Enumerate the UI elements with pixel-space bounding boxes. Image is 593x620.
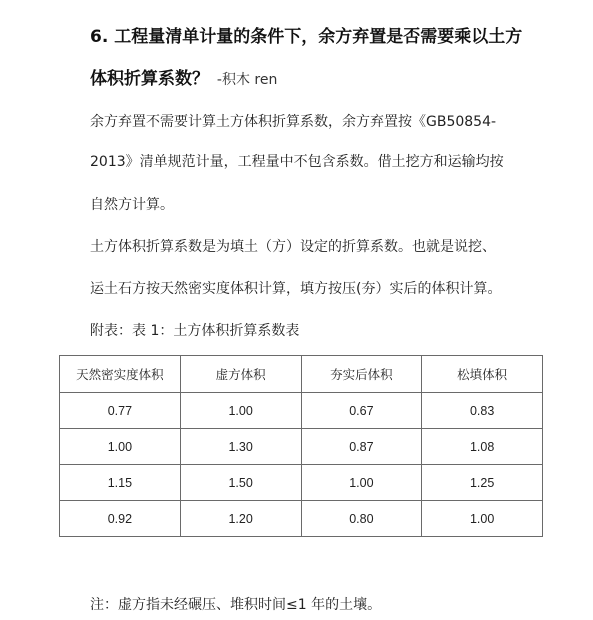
table-cell: 0.87 xyxy=(301,429,422,465)
table-row xyxy=(60,465,543,501)
table-caption: 附表：表 1：土方体积折算系数表 xyxy=(90,323,300,339)
author-tag: -积木 ren xyxy=(216,72,278,88)
table-cell: 1.00 xyxy=(301,465,422,501)
table-row xyxy=(60,429,543,465)
footnote: 注：虚方指未经碾压、堆积时间≤1 年的土壤。 xyxy=(90,597,382,613)
table-cell: 1.08 xyxy=(422,429,543,465)
question-heading-line-2 xyxy=(90,64,277,89)
table-cell: 1.00 xyxy=(422,501,543,537)
table-cell: 1.00 xyxy=(60,429,181,465)
conversion-factor-table xyxy=(59,355,543,537)
table-cell: 0.83 xyxy=(422,393,543,429)
column-header: 夯实后体积 xyxy=(301,356,422,393)
body-line-1: 余方弃置不需要计算土方体积折算系数，余方弃置按《GB50854- xyxy=(90,114,497,130)
table-row xyxy=(60,501,543,537)
column-header: 天然密实度体积 xyxy=(60,356,181,393)
table-row xyxy=(60,393,543,429)
table-cell: 0.92 xyxy=(60,501,181,537)
body-line-4: 土方体积折算系数是为填土（方）设定的折算系数。也就是说挖、 xyxy=(90,239,496,255)
table-cell: 1.15 xyxy=(60,465,181,501)
body-line-3: 自然方计算。 xyxy=(90,197,174,213)
table-cell: 1.30 xyxy=(180,429,301,465)
table-header-row xyxy=(60,356,543,393)
body-line-2: 2013》清单规范计量，工程量中不包含系数。借土挖方和运输均按 xyxy=(90,154,504,170)
body-line-5: 运土石方按天然密实度体积计算，填方按压(夯）实后的体积计算。 xyxy=(90,281,502,297)
table-cell: 1.00 xyxy=(180,393,301,429)
question-heading-line-1 xyxy=(90,22,522,47)
table-cell: 0.77 xyxy=(60,393,181,429)
table-cell: 1.50 xyxy=(180,465,301,501)
column-header: 虚方体积 xyxy=(180,356,301,393)
heading-text-2: 体积折算系数？ xyxy=(90,69,209,89)
table-cell: 1.25 xyxy=(422,465,543,501)
table-cell: 1.20 xyxy=(180,501,301,537)
heading-text-1: 6. 工程量清单计量的条件下，余方弃置是否需要乘以土方 xyxy=(90,27,523,47)
column-header: 松填体积 xyxy=(422,356,543,393)
table-cell: 0.67 xyxy=(301,393,422,429)
table-cell: 0.80 xyxy=(301,501,422,537)
